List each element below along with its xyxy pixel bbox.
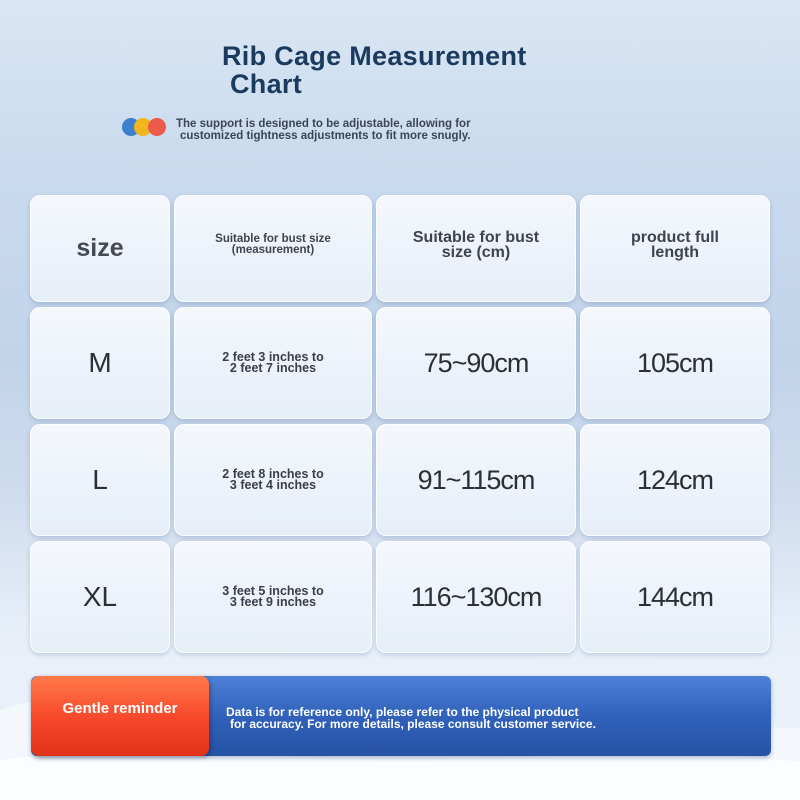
color-dots-icon: [122, 118, 172, 138]
inches-line-1: 3 feet 5 inches to: [222, 584, 324, 598]
size-value: L: [92, 464, 108, 495]
table-row-l-length: [580, 424, 770, 536]
inches-line-2: 2 feet 7 inches: [229, 361, 317, 375]
length-value: 124cm: [636, 464, 714, 495]
header-bust-cm-line-1: Suitable for bust: [412, 228, 540, 246]
page-title-line-1: Rib Cage Measurement: [222, 41, 527, 71]
reminder-text: [226, 706, 746, 730]
header-size: [30, 195, 170, 302]
table-row-l-size: [30, 424, 170, 536]
red-dot-icon: [148, 118, 166, 136]
reminder-text-line-2: for accuracy. For more details, please consult customer service.: [230, 717, 596, 731]
bust-cm-value: 116~130cm: [410, 581, 542, 612]
header-product-length-line-2: length: [650, 243, 699, 261]
header-product-length: [580, 195, 770, 302]
table-row-xl-size: [30, 541, 170, 653]
bust-cm-value: 91~115cm: [417, 464, 535, 495]
size-value: XL: [82, 581, 118, 612]
table-row-xl-inches: [174, 541, 372, 653]
page-title: [222, 42, 602, 98]
subtitle-line-2: customized tightness adjustments to fit more snugly.: [180, 130, 471, 142]
inches-line-1: 2 feet 8 inches to: [222, 467, 324, 481]
header-bust-cm-line-2: size (cm): [441, 243, 511, 261]
subtitle: [176, 118, 576, 142]
gentle-reminder-label: Gentle reminder: [62, 700, 178, 717]
header-size-label: size: [76, 234, 124, 262]
table-row-m-bust-cm: [376, 307, 576, 419]
length-value: 144cm: [636, 581, 714, 612]
table-row-l-bust-cm: [376, 424, 576, 536]
table-row-m-size: [30, 307, 170, 419]
reminder-bar: [31, 676, 771, 756]
subtitle-line-1: The support is designed to be adjustable, allowing for: [176, 118, 471, 130]
header-bust-measurement: [174, 195, 372, 302]
measurement-table: [30, 195, 770, 655]
table-row-xl-bust-cm: [376, 541, 576, 653]
page-title-line-2: Chart: [230, 69, 303, 99]
table-row-l-inches: [174, 424, 372, 536]
header-product-length-line-1: product full: [631, 228, 719, 246]
table-row-m-inches: [174, 307, 372, 419]
inches-line-2: 3 feet 4 inches: [229, 478, 317, 492]
inches-line-2: 3 feet 9 inches: [229, 595, 317, 609]
length-value: 105cm: [636, 347, 714, 378]
header-bust-cm: [376, 195, 576, 302]
table-row-m-length: [580, 307, 770, 419]
table-row-xl-length: [580, 541, 770, 653]
bust-cm-value: 75~90cm: [423, 347, 529, 378]
gentle-reminder-badge: [31, 676, 209, 756]
header-bust-measurement-line-1: Suitable for bust size: [215, 232, 331, 245]
reminder-text-line-1: Data is for reference only, please refer to the physical product: [226, 705, 579, 719]
inches-line-1: 2 feet 3 inches to: [222, 350, 324, 364]
header-bust-measurement-line-2: (measurement): [231, 243, 315, 256]
size-value: M: [88, 347, 112, 378]
